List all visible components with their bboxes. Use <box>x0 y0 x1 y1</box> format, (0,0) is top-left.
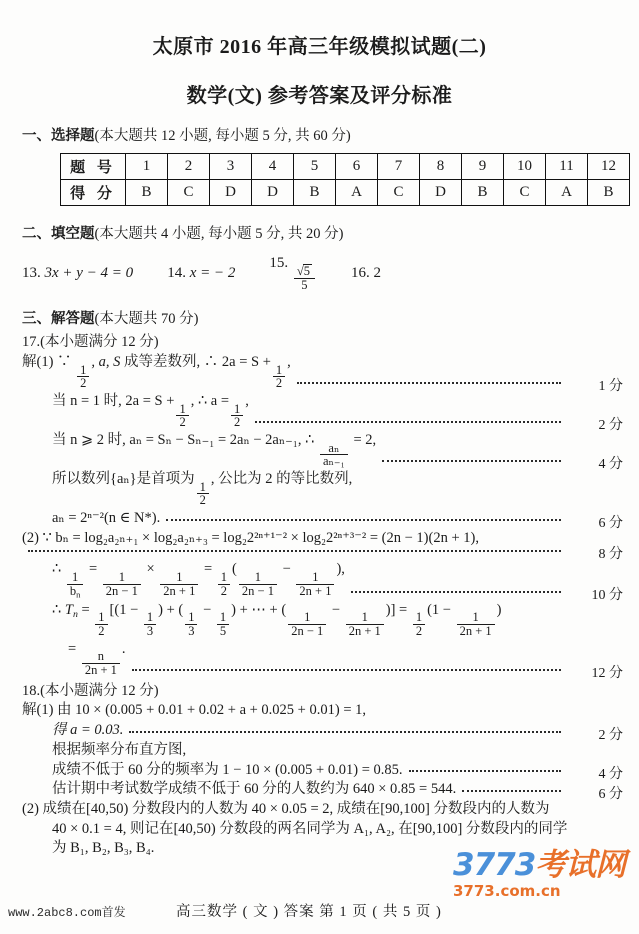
frac-den: 2 <box>179 415 186 430</box>
blank-15-num: 15. <box>269 255 289 271</box>
frac-num: 1 <box>231 403 243 417</box>
q17-line-3-text <box>52 432 376 468</box>
blank-item-16 <box>351 265 381 282</box>
an-over-anm1-fraction <box>320 442 348 469</box>
q18-l2: 得 a = 0.03. <box>52 722 124 739</box>
one-over-2n+1-fraction <box>296 571 334 598</box>
q-no-cell: 9 <box>462 154 504 180</box>
q18-l6: (2) 成绩在[40,50) 分数段内的人数为 40 × 0.05 = 2, 成绩在[90,100] 分数段内的人数为 <box>22 800 550 817</box>
q17-line-1 <box>22 353 639 394</box>
page-title-line1: 太原市 2016 年高三年级模拟试题(二) <box>152 36 487 58</box>
half-fraction <box>197 481 209 508</box>
q18-l3: 根据频率分布直方图, <box>52 741 187 758</box>
q17-score-mark-2: 2 分 <box>598 417 623 433</box>
row-label-question-no: 题 号 <box>61 154 126 180</box>
q17-l1-a: , a <box>91 353 106 370</box>
frac-den: 2 <box>199 493 206 508</box>
answer-cell: A <box>546 180 588 206</box>
q17-l1-pre: 解(1) ∵ <box>22 353 72 370</box>
frac-num: 1 <box>296 571 334 585</box>
section3-label: 三、解答题 <box>22 311 95 328</box>
answer-cell: B <box>462 180 504 206</box>
section2-detail: (本大题共 4 小题, 每小题 5 分, 共 20 分) <box>94 226 344 242</box>
q17-line-8-text: ∴ $T_n$ = $\frac{1}{2}$ [(1 − $\frac{1}{3}$ ) + ( $\frac{1}{3}$ − $\frac{1}{5}$ ) + ⋯ + ( $\frac{1}{2n - 1}$ − $\frac{1}{2n + 1}$ )] = $\frac{1}{2}$ (1 − $\frac{1}{2n + 1}$ ) <box>52 601 502 639</box>
frac-num: 1 <box>160 571 198 585</box>
frac-num: aₙ <box>320 442 348 456</box>
answer-cell: C <box>168 180 210 206</box>
frac-num: 1 <box>144 611 156 625</box>
leader-dots <box>297 381 561 384</box>
frac-num: 1 <box>239 571 277 585</box>
answer-cell: B <box>126 180 168 206</box>
q17-l4-pre: 所以数列{aₙ}是首项为 <box>52 471 195 488</box>
n-over-2n+1-fraction <box>82 650 120 677</box>
q17-l3: 当 n ⩾ 2 时, aₙ = Sₙ − Sₙ₋₁ = 2aₙ − 2aₙ₋₁, ∴ <box>52 432 315 449</box>
q18-score-mark-6: 6 分 <box>598 786 623 802</box>
frac-den: 2 <box>80 376 87 391</box>
leader-dots <box>409 769 562 772</box>
blank-15-radicand: 5 <box>303 263 310 278</box>
frac-den: 2n − 1 <box>291 624 324 639</box>
q18-score-mark-4: 4 分 <box>598 767 623 783</box>
q17-l2-eq: = <box>217 393 230 409</box>
q17-line-7 <box>52 561 639 603</box>
section3-detail: (本大题共 70 分) <box>94 311 199 328</box>
q17-line-9 <box>68 640 639 681</box>
footer-page-label: 高三数学 ( 文 ) 答案 第 1 页 ( 共 5 页 ) <box>176 904 442 920</box>
blank-15-numerator: √5 <box>294 264 315 279</box>
answer-cell: C <box>504 180 546 206</box>
q17-line-9-text: = $\frac{n}{2n + 1}$ . <box>68 640 126 678</box>
blank-answers-row <box>22 255 639 291</box>
fifth-fraction <box>217 611 229 638</box>
Tn-symbol: $T_n$ <box>64 601 78 620</box>
frac-den: 3 <box>188 624 195 639</box>
choice-answer-table <box>60 153 630 206</box>
leader-dots <box>166 518 561 521</box>
blank-item-13 <box>22 265 133 282</box>
answer-table-wrap <box>60 153 639 206</box>
frac-num: 1 <box>197 481 209 495</box>
third-fraction <box>185 611 197 638</box>
frac-den: 3 <box>146 624 154 639</box>
footer-source-url: www.2abc8.com首发 <box>8 906 126 920</box>
q17-line-7-text: ∴ $\frac{1}{b_n}$ = $\frac{1}{2n - 1}$ × $\frac{1}{2n + 1}$ = $\frac{1}{2}$ ( $\frac{1}{2n - 1}$ − $\frac{1}{2n + 1}$ ), <box>52 561 345 600</box>
blank-13-num: 13. <box>22 264 41 281</box>
leader-dots <box>382 459 561 462</box>
watermark-number: 3773 <box>453 847 536 883</box>
frac-num: 1 <box>67 571 84 585</box>
frac-den: 2 <box>234 415 241 430</box>
q17-score-mark-12: 12 分 <box>591 665 623 681</box>
blank-16-answer: 2 <box>373 264 381 281</box>
frac-num: 1 <box>273 364 285 378</box>
q-no-cell: 1 <box>126 154 168 180</box>
q17-l4-post: , 公比为 2 的等比数列, <box>210 471 353 488</box>
q17-line-6 <box>22 530 639 547</box>
half-fraction <box>231 403 243 430</box>
q18-l7: 40 × 0.1 = 4, 则记在[40,50) 分数段的两名同学为 A₁, A₂, 在[90,100] 分数段内的同学 <box>52 820 568 837</box>
frac-num: n <box>82 650 120 664</box>
frac-den: 2n − 1 <box>105 583 138 598</box>
q-no-cell: 6 <box>336 154 378 180</box>
q-no-cell: 12 <box>588 154 630 180</box>
q17-line-8 <box>52 602 639 638</box>
frac-num: 1 <box>413 611 425 625</box>
q17-line-2-text <box>52 393 249 429</box>
answer-cell: D <box>210 180 252 206</box>
frac-num: 1 <box>217 611 229 625</box>
one-over-2n-1-fraction <box>239 571 277 598</box>
section-heading-solution <box>22 307 639 328</box>
frac-den: 5 <box>219 624 227 639</box>
frac-den: 2 <box>275 376 283 391</box>
q17-l1-e: + <box>259 353 271 370</box>
blank-14-num: 14. <box>167 264 186 281</box>
section1-label: 一、选择题 <box>22 128 95 144</box>
q17-line-5 <box>52 510 639 531</box>
row-label-score: 得 分 <box>61 180 126 206</box>
q-no-cell: 11 <box>546 154 588 180</box>
q17-line-2 <box>52 393 639 433</box>
q17-l1-b: , S <box>105 353 121 370</box>
q17-line-3 <box>52 432 639 472</box>
one-over-bn-fraction <box>67 571 84 599</box>
q17-l5: aₙ = 2ⁿ⁻²(n ∈ N*). <box>52 510 161 527</box>
q18-line-1 <box>22 702 639 719</box>
page-title-line2: 数学(文) 参考答案及评分标准 <box>186 85 453 107</box>
q-no-cell: 7 <box>378 154 420 180</box>
frac-num: 1 <box>346 611 384 625</box>
q17-line-4 <box>52 471 639 507</box>
watermark-chinese: 考试网 <box>535 847 626 883</box>
q18-l5: 估计期中考试数学成绩不低于 60 分的人数约为 640 × 0.85 = 544. <box>52 781 457 798</box>
frac-num: 1 <box>176 403 188 417</box>
q17-l2-end: , <box>245 393 249 409</box>
q-no-cell: 5 <box>294 154 336 180</box>
q18-l8: 为 B₁, B₂, B₃, B₄. <box>52 840 155 857</box>
question-18-head: 18.(本小题满分 12 分) <box>22 682 159 699</box>
q17-l1-end: , <box>287 353 291 370</box>
section-heading-choice <box>22 124 639 145</box>
blank-14-answer: x = − 2 <box>189 264 236 281</box>
watermark-row <box>453 847 633 883</box>
half-fraction <box>77 364 89 391</box>
q18-line-7 <box>52 821 639 838</box>
frac-num: 1 <box>77 364 89 378</box>
answer-cell: C <box>378 180 420 206</box>
blank-15-fraction <box>294 264 315 292</box>
q17-l2-then: , ∴ a <box>190 393 218 409</box>
section1-detail: (本大题共 12 小题, 每小题 5 分, 共 60 分) <box>94 128 351 144</box>
one-over-2n-1-fraction <box>288 611 326 638</box>
q17-l2-pre: 当 n = 1 时, 2a <box>52 393 140 409</box>
blank-16-num: 16. <box>350 264 370 281</box>
frac-num: 1 <box>185 611 197 625</box>
half-fraction <box>176 403 188 430</box>
frac-num: 1 <box>218 571 230 585</box>
table-row-answers <box>61 180 630 206</box>
frac-den: 2n + 1 <box>299 583 332 598</box>
q17-line-4-text <box>52 471 352 507</box>
frac-den: $b_n$ <box>69 583 81 600</box>
answer-cell: B <box>294 180 336 206</box>
answer-cell: D <box>252 180 294 206</box>
section2-label: 二、填空题 <box>22 226 95 242</box>
q18-line-3 <box>52 742 639 759</box>
q17-l1-c: 成等差数列, ∴ 2a <box>120 353 236 370</box>
q17-line-6-dots <box>22 547 639 563</box>
frac-num: 1 <box>288 611 326 625</box>
frac-den: 2n + 1 <box>348 624 381 639</box>
half-fraction <box>273 364 285 391</box>
q18-line-4 <box>52 761 639 783</box>
frac-num: 1 <box>103 571 141 585</box>
blank-item-15 <box>269 255 317 291</box>
leader-dots <box>351 590 561 593</box>
frac-den: 2n − 1 <box>241 583 274 598</box>
frac-den: 2n + 1 <box>84 663 117 678</box>
q-no-cell: 8 <box>420 154 462 180</box>
q-no-cell: 4 <box>252 154 294 180</box>
q18-line-2 <box>52 722 639 743</box>
site-watermark <box>453 847 633 902</box>
solutions-body <box>0 334 639 857</box>
q17-score-mark-1: 1 分 <box>598 378 623 394</box>
q17-score-mark-6: 6 分 <box>598 515 623 531</box>
watermark-domain: 3773.com.cn <box>453 882 561 900</box>
q17-score-mark-10: 10 分 <box>591 587 623 603</box>
answer-cell: A <box>336 180 378 206</box>
one-over-2n+1-fraction <box>160 571 198 598</box>
answer-cell: D <box>420 180 462 206</box>
q17-l2-mid2: + <box>162 393 175 409</box>
section-heading-blank <box>22 222 639 243</box>
frac-den: 2 <box>220 583 228 598</box>
q18-l4: 成绩不低于 60 分的频率为 1 − 10 × (0.005 + 0.01) = 0.85. <box>52 761 403 778</box>
frac-num: 1 <box>457 611 495 625</box>
frac-den: aₙ₋₁ <box>322 454 345 469</box>
leader-dots <box>255 420 561 423</box>
q18-score-mark-2: 2 分 <box>598 727 623 743</box>
frac-den: 2 <box>98 624 105 639</box>
third-fraction <box>144 611 156 638</box>
q18-line-6 <box>22 801 639 818</box>
half-fraction <box>218 571 230 598</box>
leader-dots <box>129 730 561 733</box>
q17-l1-d: = S <box>235 353 260 370</box>
q17-l2-mid: = S <box>139 393 163 409</box>
one-over-2n+1-fraction <box>457 611 495 638</box>
answer-cell: B <box>588 180 630 206</box>
question-17-head: 17.(本小题满分 12 分) <box>22 334 159 351</box>
q17-l6: (2) ∵ bₙ = log₂a₂ₙ₊₁ × log₂a₂ₙ₊₃ = log₂2²ⁿ⁺¹⁻² × log₂2²ⁿ⁺³⁻² = (2n − 1)(2n + 1), <box>22 529 479 546</box>
blank-13-answer: 3x + y − 4 = 0 <box>44 264 134 281</box>
half-fraction <box>413 611 425 638</box>
frac-den: 2 <box>415 624 423 639</box>
q-no-cell: 2 <box>168 154 210 180</box>
leader-dots <box>132 668 562 671</box>
one-over-2n+1-fraction <box>346 611 384 638</box>
blank-item-14 <box>167 265 235 282</box>
frac-den: 2n + 1 <box>163 583 196 598</box>
frac-num: 1 <box>95 611 107 625</box>
one-over-2n-1-fraction <box>103 571 141 598</box>
leader-dots <box>28 549 561 552</box>
q17-score-mark-4: 4 分 <box>598 456 623 472</box>
blank-15-denominator: 5 <box>301 277 308 292</box>
table-row-numbers <box>61 154 630 180</box>
q18-line-5 <box>52 781 639 802</box>
q-no-cell: 10 <box>504 154 546 180</box>
leader-dots <box>462 789 561 792</box>
q17-score-mark-8: 8 分 <box>598 547 623 563</box>
q17-l3-eq: = 2, <box>353 432 377 449</box>
half-fraction <box>95 611 107 638</box>
frac-den: 2n + 1 <box>459 624 492 639</box>
q17-line-1-text <box>22 354 291 390</box>
q18-l1: 解(1) 由 10 × (0.005 + 0.01 + 0.02 + a + 0.025 + 0.01) = 1, <box>22 702 366 719</box>
q-no-cell: 3 <box>210 154 252 180</box>
